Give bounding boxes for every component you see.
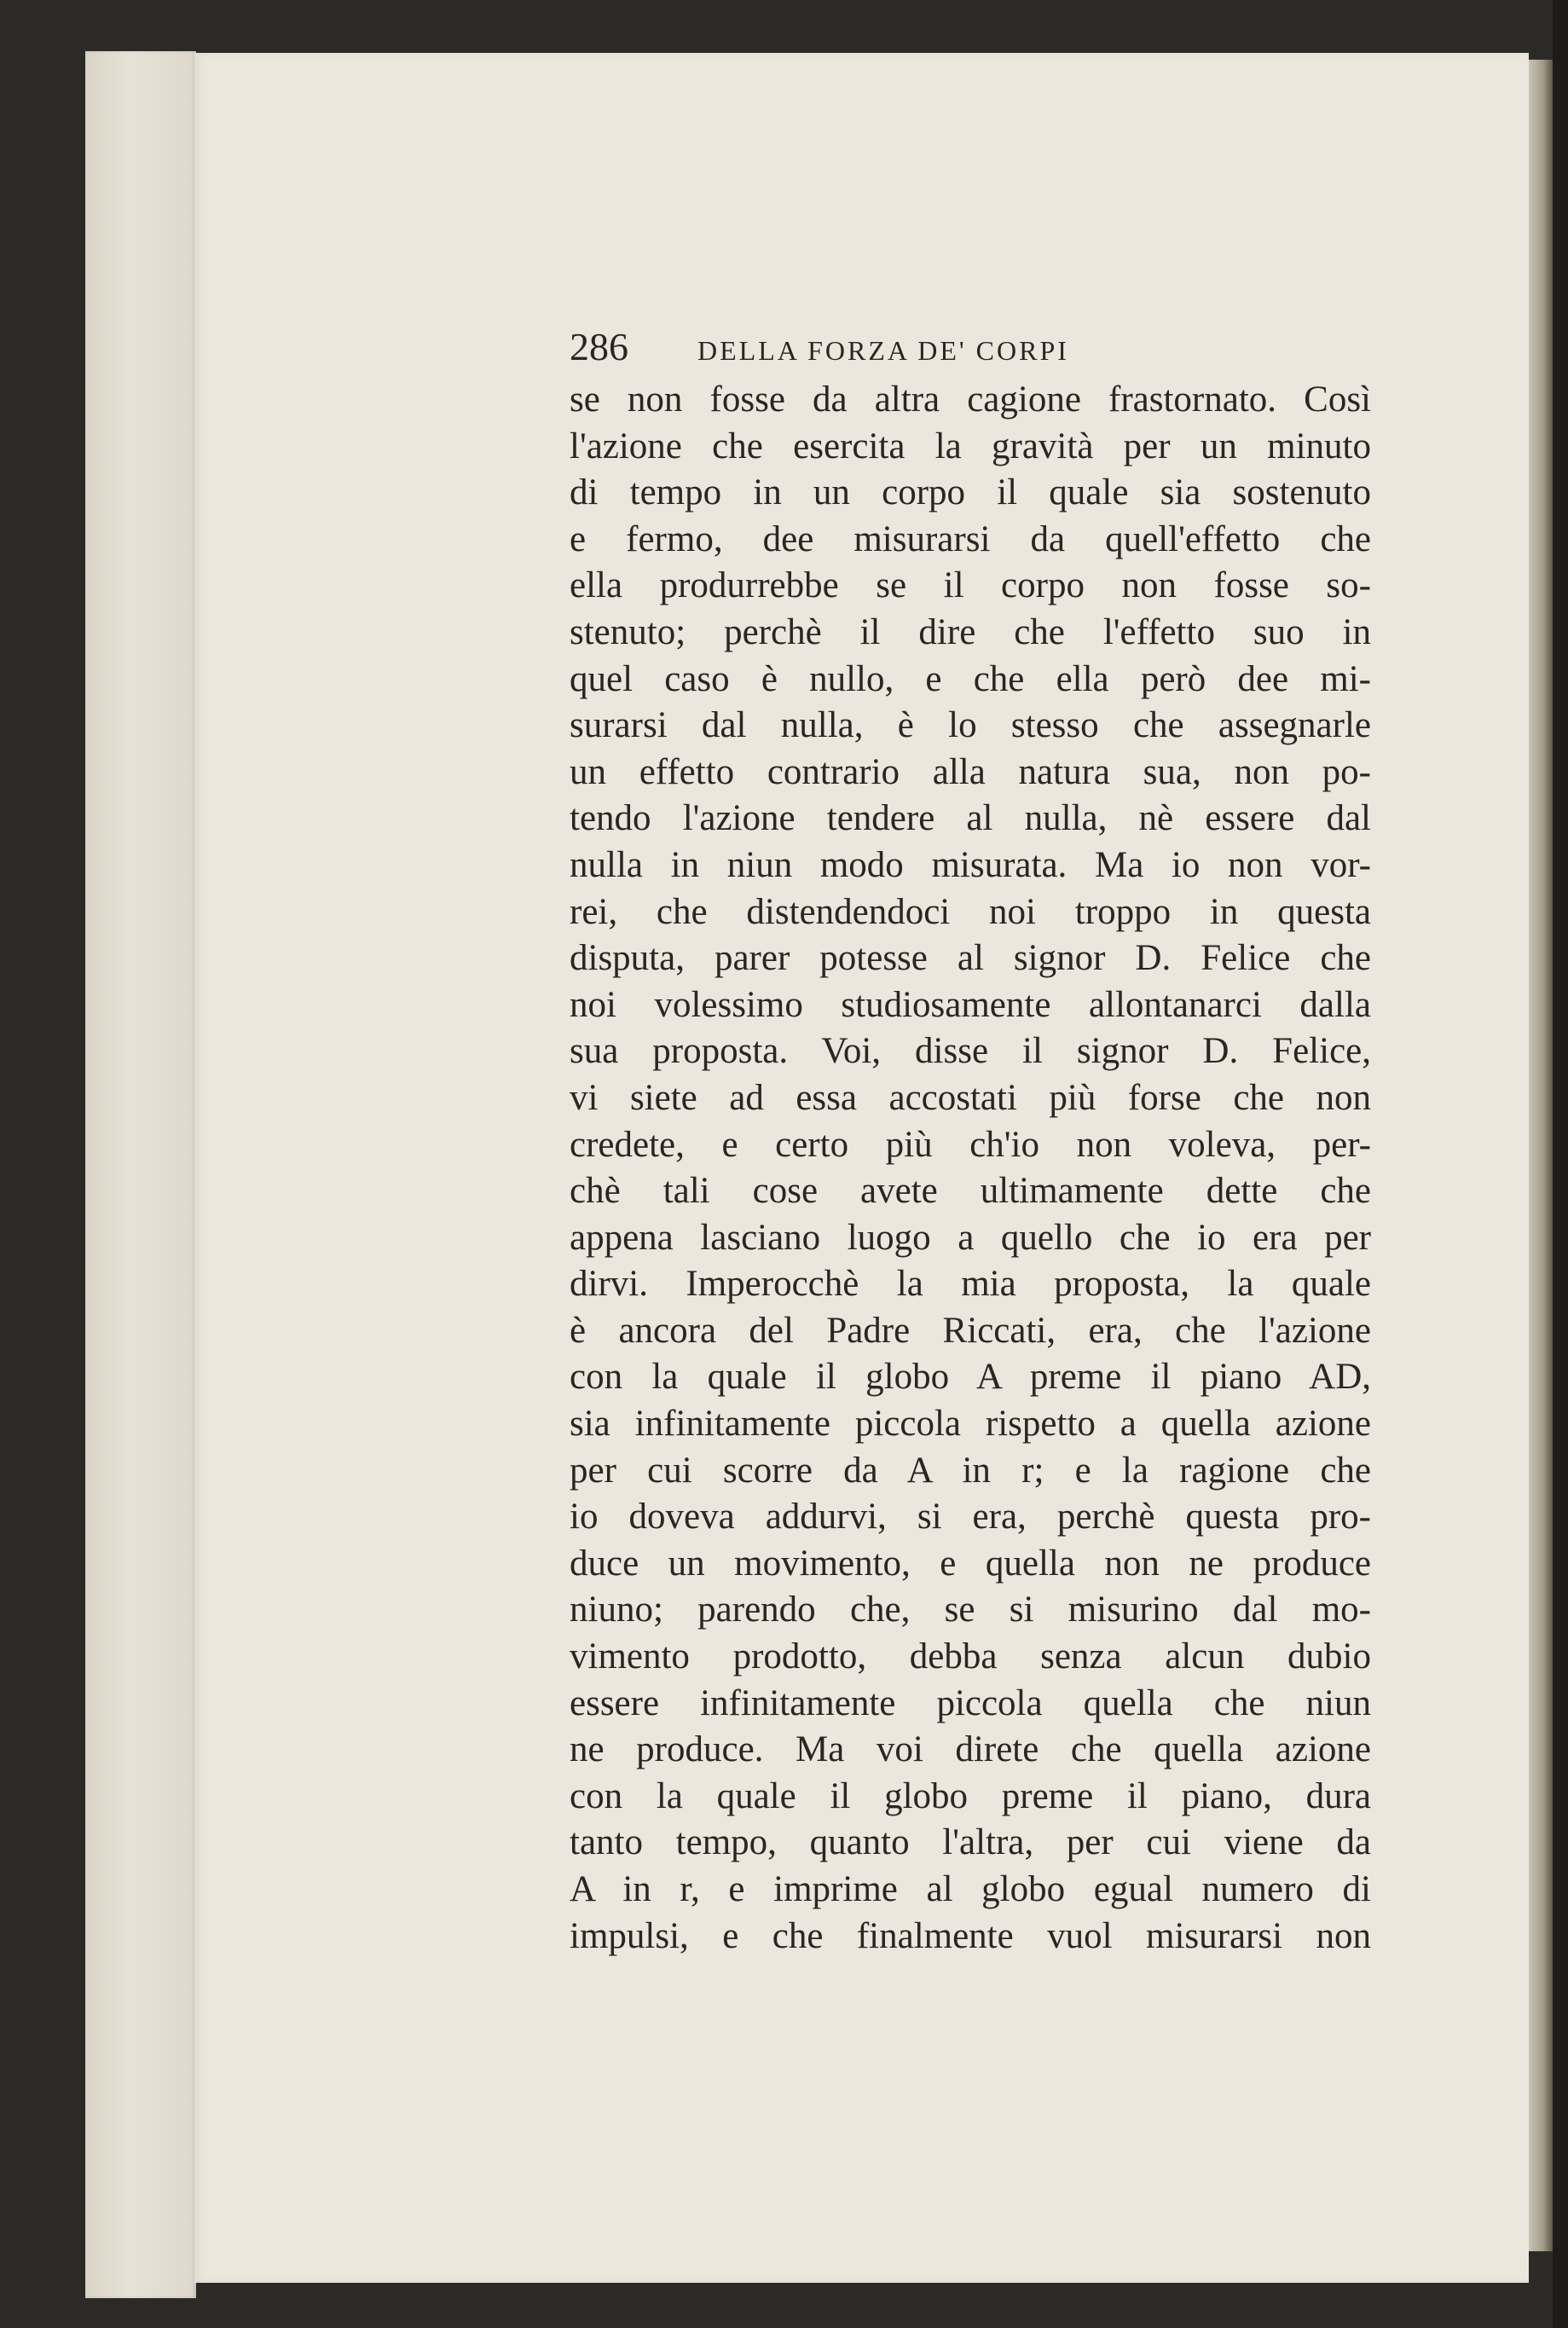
running-title: DELLA FORZA DE' CORPI — [697, 335, 1069, 366]
text-line: noi volessimo studiosamente allontanarci dalla — [570, 984, 1371, 1025]
text-line: vimento prodotto, debba senza alcun dubio — [570, 1636, 1371, 1677]
text-line: se non fosse da altra cagione frastornato. Così — [570, 379, 1371, 420]
text-line: impulsi, e che finalmente vuol misurarsi non — [570, 1915, 1371, 1956]
text-line: chè tali cose avete ultimamente dette che — [570, 1171, 1371, 1212]
text-line: stenuto; perchè il dire che l'effetto suo in — [570, 611, 1371, 652]
text-line: disputa, parer potesse al signor D. Felice che — [570, 938, 1371, 979]
background-edge — [1553, 0, 1568, 2328]
text-line: credete, e certo più ch'io non voleva, per- — [570, 1124, 1371, 1165]
text-block — [570, 324, 1371, 1960]
text-line: dirvi. Imperocchè la mia proposta, la quale — [570, 1264, 1371, 1305]
text-line: surarsi dal nulla, è lo stesso che assegnarle — [570, 705, 1371, 746]
text-line: di tempo in un corpo il quale sia sostenuto — [570, 472, 1371, 513]
text-line: appena lasciano luogo a quello che io era per — [570, 1217, 1371, 1258]
text-line: e fermo, dee misurarsi da quell'effetto che — [570, 518, 1371, 559]
text-line: quel caso è nullo, e che ella però dee mi- — [570, 658, 1371, 699]
text-line: con la quale il globo A preme il piano AD, — [570, 1357, 1371, 1398]
text-line: io doveva addurvi, si era, perchè questa pro- — [570, 1497, 1371, 1538]
text-line: niuno; parendo che, se si misurino dal mo- — [570, 1590, 1371, 1630]
text-line: rei, che distendendoci noi troppo in questa — [570, 891, 1371, 932]
page-edge-strip — [85, 51, 196, 2298]
text-line: è ancora del Padre Riccati, era, che l'azione — [570, 1310, 1371, 1351]
book-gutter-fold — [1529, 60, 1553, 2251]
text-line: sua proposta. Voi, disse il signor D. Felice, — [570, 1031, 1371, 1072]
page-number: 286 — [570, 325, 628, 368]
text-line: per cui scorre da A in r; e la ragione che — [570, 1450, 1371, 1491]
text-line: ne produce. Ma voi direte che quella azione — [570, 1729, 1371, 1770]
text-line: A in r, e imprime al globo egual numero di — [570, 1869, 1371, 1909]
body-text — [570, 377, 1371, 1960]
text-line: nulla in niun modo misurata. Ma io non vor- — [570, 844, 1371, 885]
text-line: tendo l'azione tendere al nulla, nè essere dal — [570, 798, 1371, 839]
text-line: sia infinitamente piccola rispetto a quella azione — [570, 1404, 1371, 1445]
text-line: essere infinitamente piccola quella che niun — [570, 1682, 1371, 1723]
text-line: con la quale il globo preme il piano, dura — [570, 1775, 1371, 1816]
text-line: ella produrrebbe se il corpo non fosse so- — [570, 565, 1371, 606]
text-line: l'azione che esercita la gravità per un minuto — [570, 426, 1371, 466]
text-line: un effetto contrario alla natura sua, non po- — [570, 751, 1371, 792]
text-line: duce un movimento, e quella non ne produce — [570, 1543, 1371, 1584]
running-head — [570, 324, 1371, 375]
text-line: vi siete ad essa accostati più forse che non — [570, 1077, 1371, 1118]
text-line: tanto tempo, quanto l'altra, per cui viene da — [570, 1822, 1371, 1863]
